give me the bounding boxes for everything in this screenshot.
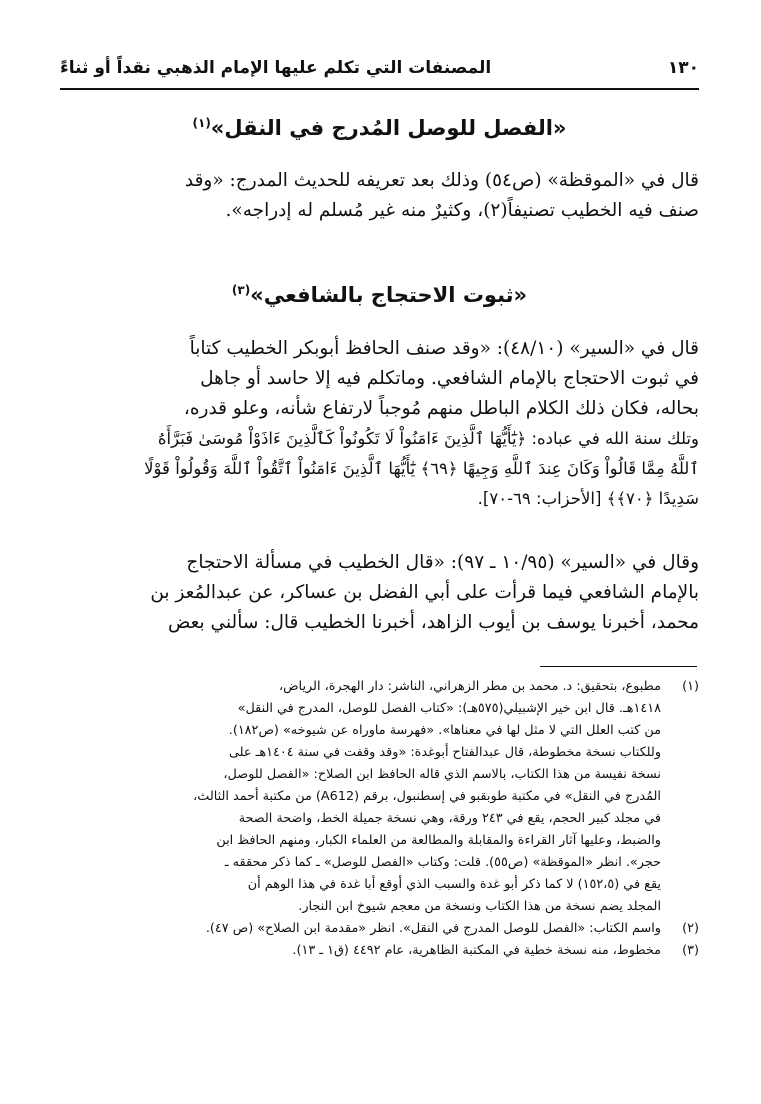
footnote-3 bbox=[60, 940, 699, 962]
footnote-ref: (٣) bbox=[231, 283, 251, 297]
section-heading-fasl bbox=[60, 116, 699, 140]
section2-paragraph-2 bbox=[60, 548, 699, 638]
footnote-line: المجلد يضم نسخة من هذا الكتاب ونسخة من معجم شيوخ ابن النجار. bbox=[298, 899, 661, 914]
page-number: ١٣٠ bbox=[667, 58, 699, 78]
quran-verse-line: ٱللَّهُ مِمَّا قَالُواْ وَكَانَ عِندَ ٱللَّهِ وَجِيهًا ﴿٦٩﴾ يَٰٓأَيُّهَا ٱلَّذِينَ ءَامَنُواْ ٱتَّقُواْ ٱللَّهَ وَقُولُواْ قَوْلًا bbox=[144, 459, 699, 478]
footnote-line: في مجلد كبير الحجم، يقع في ٢٤٣ ورقة، وهي نسخة جميلة الخط، واضحة الصحة bbox=[238, 811, 661, 826]
footnote-number: (١) bbox=[682, 679, 699, 694]
footnote-separator bbox=[540, 666, 697, 667]
header-rule bbox=[60, 88, 699, 90]
text-line: قال في «السير» (٤٨/١٠): «وقد صنف الحافظ أبوبكر الخطيب كتاباً bbox=[189, 338, 699, 359]
running-title: المصنفات التي تكلم عليها الإمام الذهبي نقداً أو ثناءً bbox=[60, 58, 492, 78]
footnote-ref: (١) bbox=[192, 116, 211, 130]
quran-verse-line: سَدِيدًا ﴿٧٠﴾﴾ [الأحزاب: ٦٩-٧٠]. bbox=[477, 489, 699, 508]
footnote-line: حجر». انظر «الموقظة» (ص٥٥). قلت: وكتاب «الفصل للوصل» ـ كما ذكر محققه ـ bbox=[224, 855, 661, 870]
footnote-line: وللكتاب نسخة مخطوطة، قال عبدالفتاح أبوغدة: «وقد وقفت في سنة ١٤٠٤هـ على bbox=[228, 745, 661, 760]
footnote-line: مخطوط، منه نسخة خطية في المكتبة الظاهرية، عام ٤٤٩٢ (ق١ ـ ١٣). bbox=[292, 943, 661, 958]
footnote-number: (٢) bbox=[682, 921, 699, 936]
heading-text: «الفصل للوصل المُدرج في النقل» bbox=[210, 116, 567, 140]
footnote-line: ١٤١٨هـ. قال ابن خير الإشبيلي(٥٧٥هـ): «كتاب الفصل للوصل، المدرج في النقل» bbox=[237, 701, 661, 716]
footnotes bbox=[60, 676, 699, 962]
text-line: محمد، أخبرنا يوسف بن أيوب الزاهد، أخبرنا الخطيب قال: سألني بعض bbox=[167, 612, 699, 633]
footnote-line: مطبوع، بتحقيق: د. محمد بن مطر الزهراني، الناشر: دار الهجرة، الرياض، bbox=[278, 679, 661, 694]
quran-verse-line: وتلك سنة الله في عباده: ﴿يَٰٓأَيُّهَا ٱلَّذِينَ ءَامَنُواْ لَا تَكُونُواْ كَٱلَّذِينَ ءَاذَوْاْ مُوسَىٰ فَبَرَّأَهُ bbox=[157, 429, 699, 448]
footnote-2 bbox=[60, 918, 699, 940]
footnote-line: واسم الكتاب: «الفصل للوصل المدرج في النقل». انظر «مقدمة ابن الصلاح» (ص ٤٧). bbox=[205, 921, 661, 936]
text-line: بحاله، فكان ذلك الكلام الباطل منهم مُوجباً لارتفاع شأنه، وعلو قدره، bbox=[183, 398, 699, 419]
heading-text: «ثبوت الاحتجاج بالشافعي» bbox=[250, 283, 528, 307]
text-line: صنف فيه الخطيب تصنيفاً(٢)، وكثيرٌ منه غير مُسلم له إدراجه». bbox=[225, 200, 699, 221]
footnote-line: من كتب العلل التي لا مثل لها في معناها». «فهرسة ماوراه عن شيوخه» (ص١٨٢). bbox=[228, 723, 661, 738]
section1-paragraph bbox=[60, 166, 699, 226]
section-heading-ihtijaj bbox=[60, 283, 699, 307]
footnote-line: نسخة نفيسة من هذا الكتاب، بالاسم الذي قاله الحافظ ابن الصلاح: «الفصل للوصل، bbox=[223, 767, 661, 782]
footnote-1 bbox=[60, 676, 699, 918]
footnote-line: والضبط، وعليها آثار القراءة والمقابلة والمطالعة من العلماء الكبار، ومنهم الحافظ ابن bbox=[216, 833, 661, 848]
text-line: قال في «الموقظة» (ص٥٤) وذلك بعد تعريفه للحديث المدرج: «وقد bbox=[184, 170, 699, 191]
text-line: بالإمام الشافعي فيما قرأت على أبي الفضل بن عساكر، عن عبدالمُعز بن bbox=[150, 582, 699, 603]
section2-paragraph-1 bbox=[60, 334, 699, 514]
text-line: وقال في «السير» (١٠/٩٥ ـ ٩٧): «قال الخطيب في مسألة الاحتجاج bbox=[186, 552, 699, 573]
text-line: في ثبوت الاحتجاج بالإمام الشافعي. وماتكلم فيه إلا حاسد أو جاهل bbox=[200, 368, 699, 389]
running-header bbox=[60, 58, 699, 84]
footnote-line: المُدرج في النقل» في مكتبة طوبقبو في إسطنبول، برقم (A612) من مكتبة أحمد الثالث، bbox=[193, 789, 661, 804]
footnote-number: (٣) bbox=[682, 943, 699, 958]
footnote-line: يقع في (١٥٢،٥) لا كما ذكر أبو غدة والسبب الذي أوقع أبا غدة في هذا الوهم أن bbox=[247, 877, 661, 892]
